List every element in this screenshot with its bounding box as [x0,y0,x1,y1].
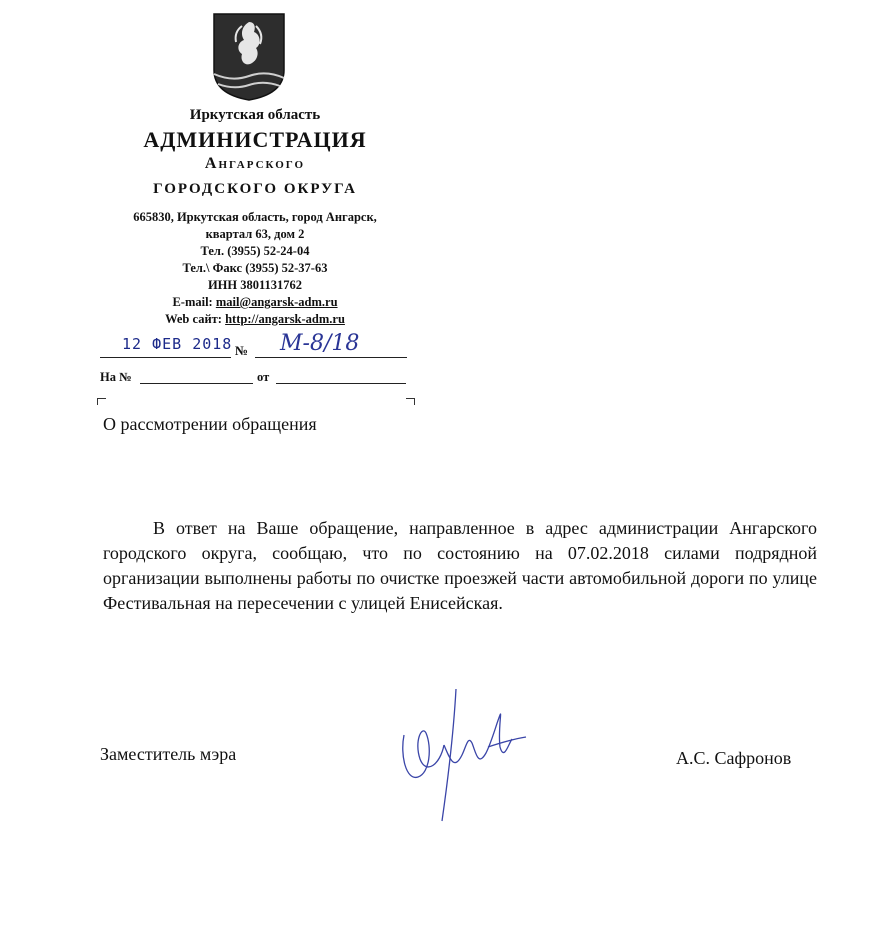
region-name: Иркутская область [189,107,321,123]
signer-title: Заместитель мэра [100,744,237,764]
email-link[interactable]: mail@angarsk-adm.ru [215,295,338,309]
city-name-line2: ГОРОДСКОГО ОКРУГА [153,181,357,197]
registration-number: М-8/18 [280,331,360,356]
coat-of-arms-icon [212,12,286,102]
fax: Тел.\ Факс (3955) 52-37-63 [182,261,328,275]
ref-number-label: На № [100,370,132,384]
address-line1: 665830, Иркутская область, город Ангарск, [133,210,377,224]
ref-date-underline [276,383,406,384]
date-stamp: 12 ФЕВ 2018 [122,335,233,353]
ref-number-underline [140,383,253,384]
inn: ИНН 3801131762 [207,278,303,292]
letter-subject: О рассмотрении обращения [103,414,317,434]
web-link[interactable]: http://angarsk-adm.ru [225,312,345,326]
registration-row [100,331,410,361]
signer-name: А.С. Сафронов [676,748,792,768]
web-label: Web сайт: [165,312,226,326]
organization-name: АДМИНИСТРАЦИЯ [143,127,367,152]
ref-date-label: от [257,370,270,384]
phone: Тел. (3955) 52-24-04 [200,244,310,258]
city-name-line1: Ангарского [204,155,306,172]
number-label: № [235,343,249,358]
email-label: E-mail: [172,295,216,309]
web-row [95,311,415,328]
corner-mark-left [97,398,106,405]
corner-mark-right [406,398,415,405]
date-underline [100,357,231,358]
letter-body: В ответ на Ваше обращение, направленное в адрес администрации Ангарского городского округа, сообщаю, что по состоянию на 07.02.2018 силами подрядной организации выполнены работы по очистке проезжей части автомобильной дороги по улице Фестивальная на пересечении с улицей Енисейская. [103,518,817,613]
number-underline [255,357,407,358]
address-line2: квартал 63, дом 2 [205,227,305,241]
reference-row [100,368,410,388]
email-row [95,294,415,311]
handwritten-signature-icon [396,685,531,825]
